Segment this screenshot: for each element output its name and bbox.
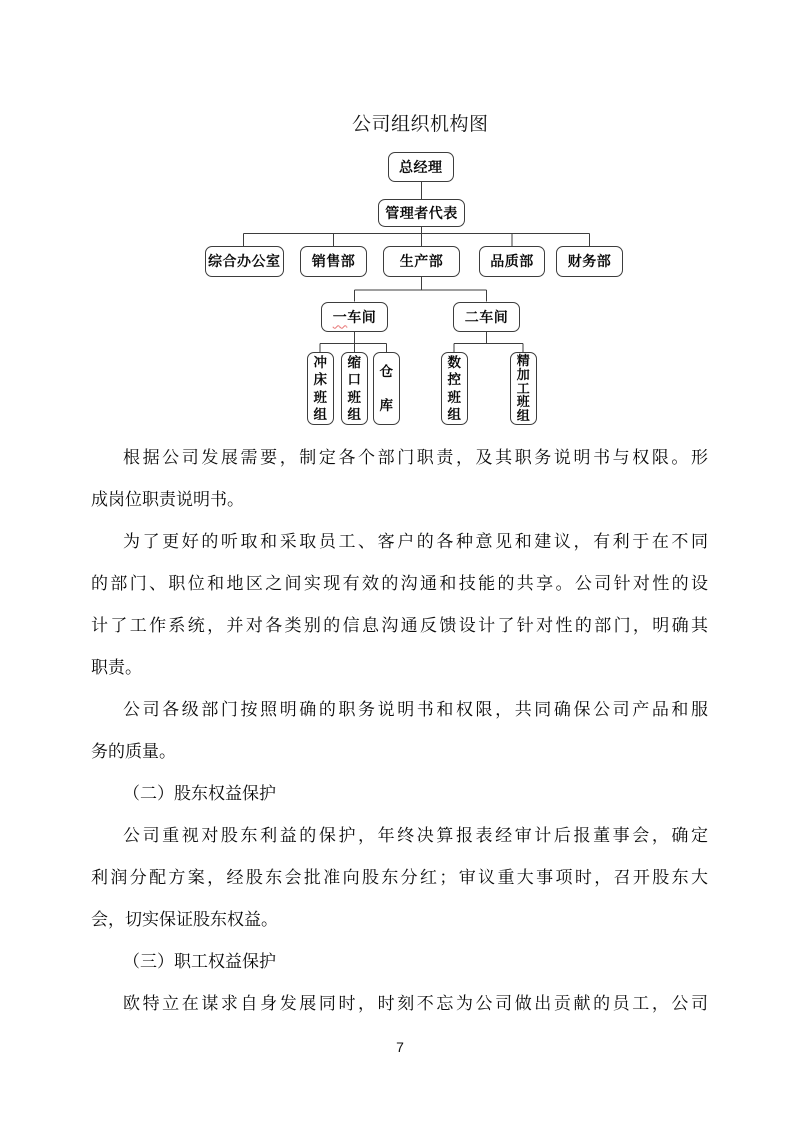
text-line-heading-2: （二）股东权益保护 [123, 784, 276, 803]
text-line: 公司各级部门按照明确的职务说明书和权限，共同确保公司产品和服 [123, 700, 708, 719]
org-node-production-dept: 生产部 [383, 246, 460, 277]
workshop-1-misspelled-char: 一 [332, 308, 348, 325]
workshop-1-label-rest: 车间 [347, 308, 377, 325]
text-line-heading-3: （三）职工权益保护 [123, 952, 276, 971]
page-title: 公司组织机构图 [352, 114, 489, 135]
text-line: 务的质量。 [91, 742, 176, 761]
page-number: 7 [396, 1039, 404, 1055]
text-line: 的部门、职位和地区之间实现有效的沟通和技能的共享。公司针对性的设 [91, 574, 708, 593]
text-line: 职责。 [91, 658, 142, 677]
org-node-workshop-2: 二车间 [453, 302, 520, 332]
org-chart [0, 0, 800, 440]
org-node-cnc-team: 数控班组 [441, 352, 468, 425]
text-line: 成岗位职责说明书。 [91, 490, 244, 509]
text-line: 根据公司发展需要，制定各个部门职责，及其职务说明书与权限。形 [123, 448, 708, 467]
org-node-workshop-1 [321, 302, 388, 332]
text-line: 公司重视对股东利益的保护，年终决算报表经审计后报董事会，确定 [123, 826, 708, 845]
text-line: 欧特立在谋求自身发展同时，时刻不忘为公司做出贡献的员工，公司 [123, 994, 708, 1013]
text-line: 为了更好的听取和采取员工、客户的各种意见和建议，有利于在不同 [123, 532, 708, 551]
org-node-warehouse: 仓库 [373, 352, 400, 425]
org-node-management-representative: 管理者代表 [378, 199, 465, 227]
body-text [91, 437, 708, 1025]
org-node-punch-press-team: 冲床班组 [307, 352, 334, 425]
org-node-general-office: 综合办公室 [205, 246, 285, 277]
org-node-finance-dept: 财务部 [556, 246, 623, 277]
org-node-sales-dept: 销售部 [300, 246, 367, 277]
text-line: 利润分配方案，经股东会批准向股东分红；审议重大事项时，召开股东大 [91, 868, 708, 887]
org-node-finishing-team: 精加工班组 [510, 352, 537, 425]
org-node-general-manager: 总经理 [388, 152, 454, 182]
org-node-necking-team: 缩口班组 [341, 352, 368, 425]
org-node-quality-dept: 品质部 [479, 246, 545, 277]
text-line: 计了工作系统，并对各类别的信息沟通反馈设计了针对性的部门，明确其 [91, 616, 708, 635]
text-line: 会，切实保证股东权益。 [91, 910, 278, 929]
